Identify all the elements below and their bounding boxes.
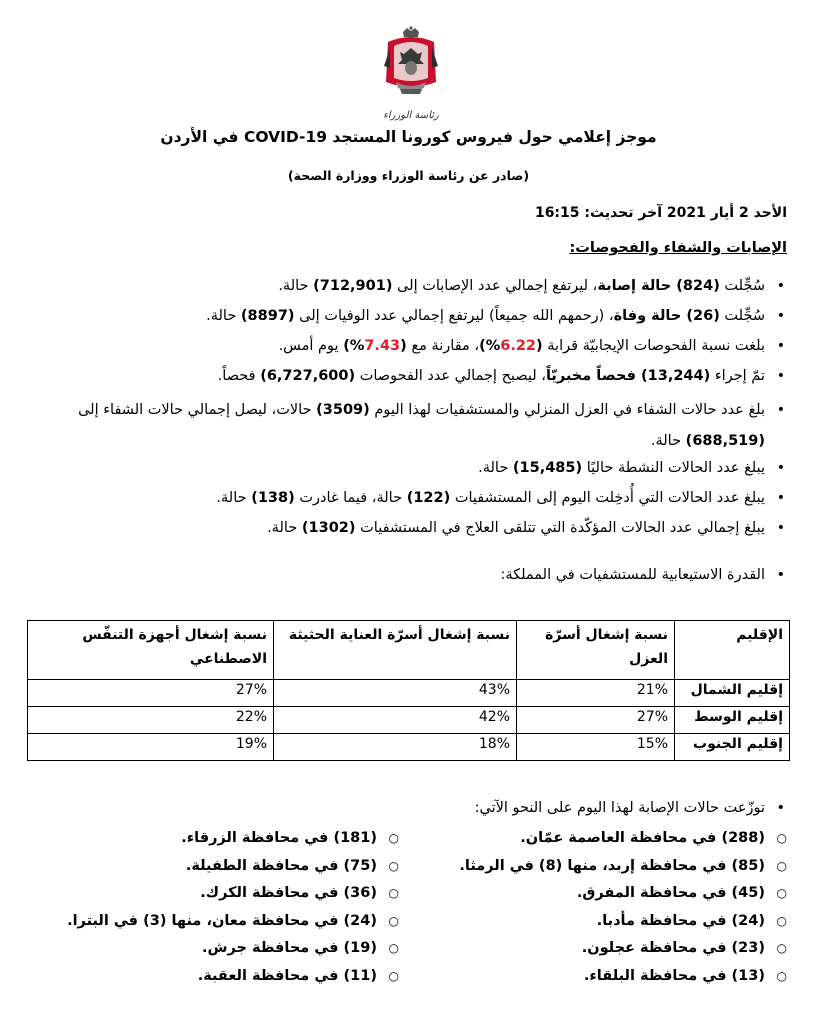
stat-recoveries [5, 395, 765, 457]
list-item: ○ (23) في محافظة عجلون. [459, 935, 765, 963]
text: حالة. [650, 433, 686, 449]
text: فحصاً مخبريّاً [545, 368, 641, 384]
text: يبلغ عدد الحالات التي أُدخِلت اليوم إلى المستشفيات [450, 490, 765, 506]
list-item: ○ (75) في محافظة الطفيلة. [67, 853, 377, 881]
table-row [28, 734, 790, 761]
stat-hospital-flow [5, 487, 765, 509]
text: حالة. [278, 278, 314, 294]
stat-deaths [5, 305, 765, 327]
region-cell: إقليم الجنوب [675, 734, 790, 761]
discharged-value: (138) [251, 490, 295, 506]
text: سُجِّلت [719, 278, 765, 294]
list-item: ○ (45) في محافظة المفرق. [459, 880, 765, 908]
page-subtitle: (صادر عن رئاسة الوزراء ووزارة الصحة) [287, 168, 530, 183]
text: حالة إصابة [597, 278, 677, 294]
stats-list [5, 275, 787, 547]
table-header-row [28, 621, 790, 680]
total-tests-value: (6,727,600) [260, 368, 356, 384]
table-row [28, 680, 790, 707]
list-item: ○ (24) في محافظة مأدبا. [459, 908, 765, 936]
region-cell: إقليم الشمال [675, 680, 790, 707]
text: ، مقارنة مع [406, 338, 480, 354]
icu-cell: 43% [274, 680, 517, 707]
jordan-emblem-icon [376, 26, 446, 124]
text: ، (رحمهم الله جميعاً) ليرتفع إجمالي عدد الوفيات إلى [294, 308, 614, 324]
ventilator-cell: 22% [28, 707, 274, 734]
stat-active [5, 457, 765, 479]
text: حالة. [206, 308, 241, 324]
new-cases-value: (824) [676, 278, 720, 294]
text: يبلغ إجمالي عدد الحالات المؤكّدة التي تتلقى العلاج في المستشفيات [355, 520, 765, 536]
in-hospital-value: (1302) [301, 520, 356, 536]
isolation-cell: 21% [517, 680, 675, 707]
isolation-cell: 27% [517, 707, 675, 734]
text: تمّ إجراء [710, 368, 765, 384]
admitted-value: (122) [406, 490, 451, 506]
list-item: ○ (288) في محافظة العاصمة عمّان. [459, 825, 765, 853]
text: ( [536, 338, 543, 354]
stat-tests [5, 365, 765, 387]
stat-new-cases [5, 275, 765, 297]
date-line: الأحد 2 أيار 2021 آخر تحديث: 16:15 [534, 205, 787, 221]
text: يوم أمس. [278, 338, 344, 354]
region-cell: إقليم الوسط [675, 707, 790, 734]
text: %) [479, 338, 501, 354]
text: حالة. [216, 490, 252, 506]
text: ( [400, 338, 407, 354]
ventilator-cell: 19% [28, 734, 274, 761]
header-icu-beds: نسبة إشغال أسرّة العناية الحثيثة [274, 621, 517, 680]
isolation-cell: 15% [517, 734, 675, 761]
stat-in-hospital [5, 517, 765, 539]
capacity-table [27, 620, 790, 761]
total-cases-value: (712,901) [313, 278, 393, 294]
new-deaths-value: (26) [686, 308, 720, 324]
text: حالات، ليصل إجمالي حالات الشفاء إلى [78, 402, 317, 418]
text: يبلغ عدد الحالات النشطة حاليًا [582, 460, 765, 476]
distribution-list-right [459, 825, 765, 991]
total-recoveries-value: (688,519) [685, 433, 765, 449]
text: حالة. [478, 460, 513, 476]
text: فحصاً. [217, 368, 261, 384]
list-item: ○ (13) في محافظة البلقاء. [459, 963, 765, 991]
distribution-list-left [67, 825, 377, 991]
table-row [28, 707, 790, 734]
section-heading: الإصابات والشفاء والفحوصات: [569, 240, 787, 256]
ventilator-cell: 27% [28, 680, 274, 707]
distribution-intro: • توزّعت حالات الإصابة لهذا اليوم على النحو الآتي: [475, 800, 765, 816]
active-cases-value: (15,485) [512, 460, 583, 476]
text: بلغت نسبة الفحوصات الإيجابيّة قرابة [542, 338, 765, 354]
text: ، ليرتفع إجمالي عدد الإصابات إلى [392, 278, 598, 294]
list-item: ○ (36) في محافظة الكرك. [67, 880, 377, 908]
text: سُجِّلت [719, 308, 765, 324]
list-item: ○ (24) في محافظة معان، منها (3) في البترا. [67, 908, 377, 936]
header-isolation-beds: نسبة إشغال أسرّة العزل [517, 621, 675, 680]
list-item: ○ (19) في محافظة جرش. [67, 935, 377, 963]
header-ventilators: نسبة إشغال أجهزة التنفّس الاصطناعي [28, 621, 274, 680]
capacity-intro: • القدرة الاستيعابية للمستشفيات في المملكة: [500, 567, 765, 583]
icu-cell: 18% [274, 734, 517, 761]
total-deaths-value: (8897) [240, 308, 295, 324]
list-item: ○ (85) في محافظة إربد، منها (8) في الرمثا. [459, 853, 765, 881]
stat-positivity [5, 335, 765, 357]
header-region: الإقليم [675, 621, 790, 680]
positivity-yesterday-value: 7.43 [364, 338, 401, 354]
icu-cell: 42% [274, 707, 517, 734]
positivity-today-value: 6.22 [500, 338, 537, 354]
text: ، ليصبح إجمالي عدد الفحوصات [355, 368, 546, 384]
text: حالة. [267, 520, 302, 536]
emblem-caption: رئاسة الوزراء [383, 110, 439, 121]
text: حالة وفاة [613, 308, 687, 324]
text: %) [343, 338, 365, 354]
page-title: موجز إعلامي حول فيروس كورونا المستجد COVID-19 في الأردن [160, 128, 657, 146]
list-item: ○ (181) في محافظة الزرقاء. [67, 825, 377, 853]
tests-today-value: (13,244) [641, 368, 711, 384]
text: حالة، فيما غادرت [294, 490, 407, 506]
recoveries-today-value: (3509) [316, 402, 370, 418]
text: بلغ عدد حالات الشفاء في العزل المنزلي والمستشفيات لهذا اليوم [369, 402, 765, 418]
list-item: ○ (11) في محافظة العقبة. [67, 963, 377, 991]
